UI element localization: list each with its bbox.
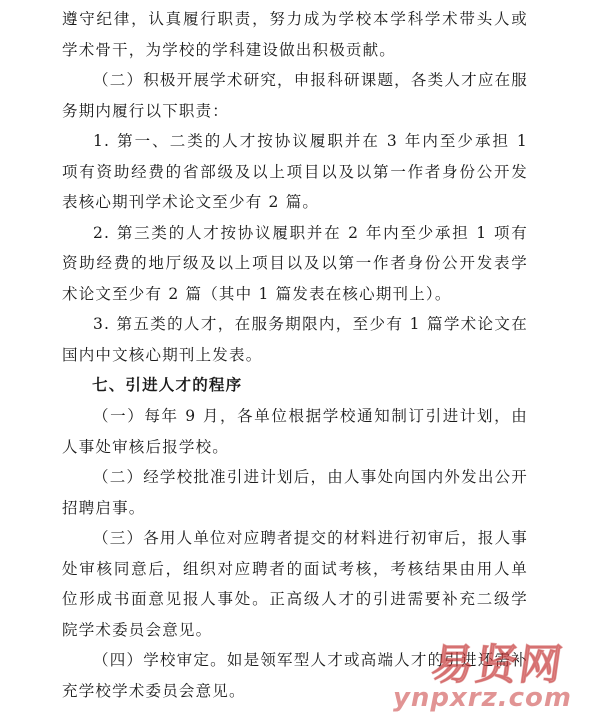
procedure-step-1: （一）每年 9 月，各单位根据学校通知制订引进计划，由人事处审核后报学校。 <box>62 407 528 456</box>
paragraph-duty-2: 2. 第三类的人才按协议履职并在 2 年内至少承担 1 项有资助经费的地厅级及以上项目以及以第一作者身份公开发表学术论文至少有 2 篇（其中 1 篇发表在核心期刊上）。 <box>62 223 528 303</box>
procedure-step-2: （二）经学校批准引进计划后，由人事处向国内外发出公开招聘启事。 <box>62 468 528 517</box>
paragraph-continuation: 遵守纪律，认真履行职责，努力成为学校本学科学术带头人或学术骨干，为学校的学科建设做出积极贡献。 <box>62 10 528 59</box>
paragraph-duty-1: 1. 第一、二类的人才按协议履职并在 3 年内至少承担 1 项有资助经费的省部级及以上项目以及以第一作者身份公开发表核心期刊学术论文至少有 2 篇。 <box>62 132 528 211</box>
procedure-step-4: （四）学校审定。如是领军型人才或高端人才的引进还需补充学校学术委员会意见。 <box>62 651 528 700</box>
watermark-logo <box>392 632 582 717</box>
watermark-bottom-text: ynpxrz.com <box>392 683 572 713</box>
document-body <box>0 4 590 706</box>
paragraph-duty-3: 3. 第五类的人才，在服务期限内，至少有 1 篇学术论文在国内中文核心期刊上发表。 <box>62 315 528 364</box>
paragraph-research-duties: （二）积极开展学术研究，申报科研课题，各类人才应在服务期内履行以下职责： <box>62 71 528 120</box>
section-heading: 七、引进人才的程序 <box>92 376 243 394</box>
watermark-top-text: 易贤网 <box>428 640 568 689</box>
procedure-step-3: （三）各用人单位对应聘者提交的材料进行初审后，报人事处审核同意后，组织对应聘者的面试考核，考核结果由用人单位形成书面意见报人事处。正高级人才的引进需要补充二级学院学术委员会意见。 <box>62 529 528 639</box>
